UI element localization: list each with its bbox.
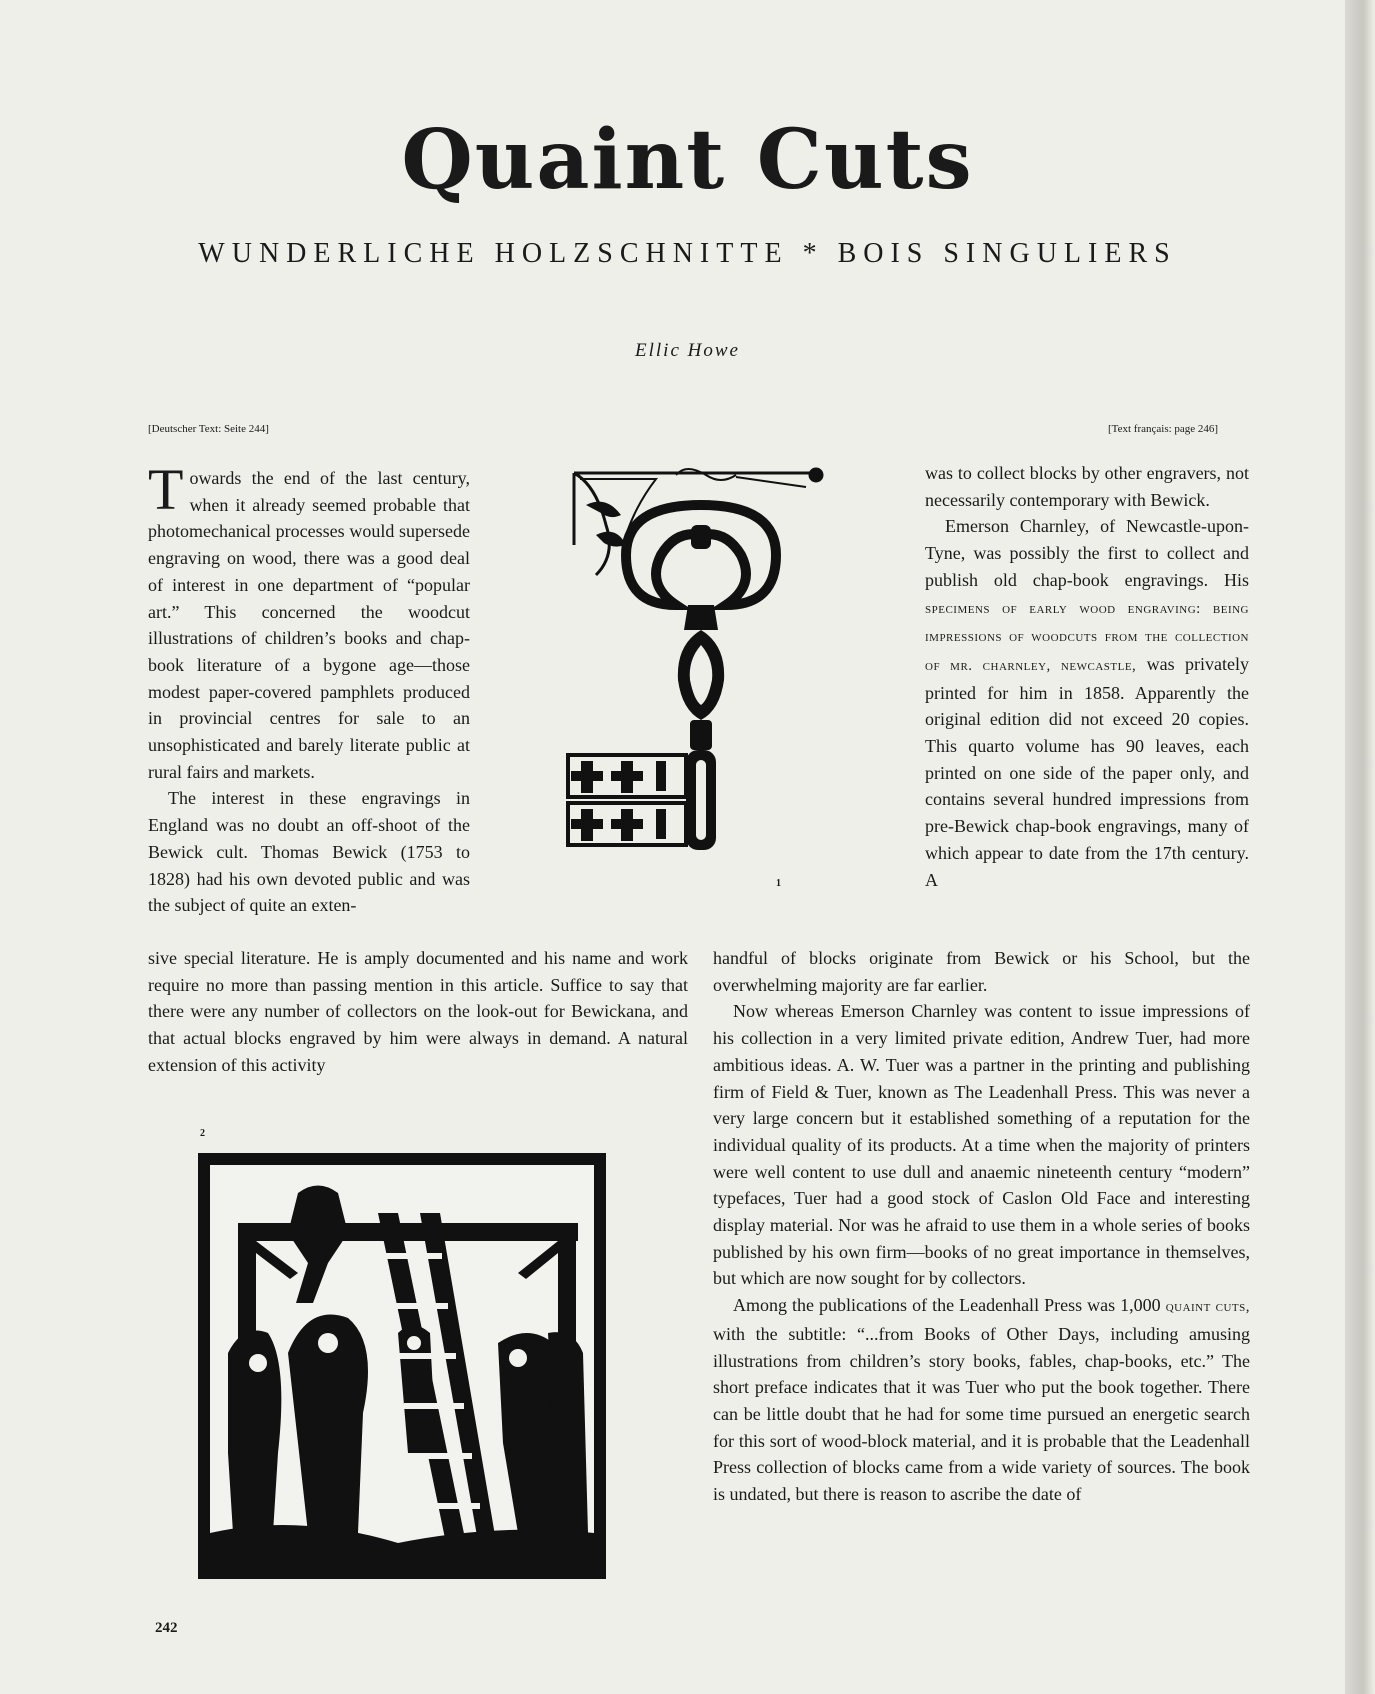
author-name: Ellic Howe xyxy=(635,340,740,361)
german-text-reference: [Deutscher Text: Seite 244] xyxy=(148,423,269,435)
paragraph: handful of blocks originate from Bewick or his School, but the overwhelming majority are far earlier. xyxy=(713,948,1250,995)
page-number: 242 xyxy=(155,1620,178,1636)
page-title: Quaint Cuts xyxy=(401,112,974,208)
gallows-woodcut-illustration xyxy=(198,1153,606,1579)
paragraph: was to collect blocks by other engravers, not necessarily contemporary with Bewick. xyxy=(925,463,1249,510)
paragraph: Now whereas Emerson Charnley was content to issue impressions of his collection in a very limited private edition, Andrew Tuer, had more ambitious ideas. A. W. Tuer was a partner in the printing and publishing firm of Field & Tuer, known as The Leadenhall Press. This was never a very large concern but it established something of a reputation for the individual quality of its products. At a time when the majority of printers were well content to use dull and anaemic nineteenth century “modern” typefaces, Tuer had a good stock of Caslon Old Face and interesting display material. Nor was he afraid to use them in a whole series of books published by his own firm—books of no great importance in themselves, but which are now sought for by collectors. xyxy=(713,1001,1250,1289)
right-column-text xyxy=(925,460,1249,893)
paragraph: Towards the end of the last century, when it already seemed probable that photomechanical processes would supersede engraving on wood, there was a good deal of interest in one department of “popular art.” This concerned the woodcut illustrations of children’s books and chap-book literature of a bygone age—those modest paper-covered pamphlets produced in provincial centres for sale to an unsophisticated and barely literate public at rural fairs and markets. xyxy=(148,457,470,782)
paragraph: Emerson Charnley, of Newcastle-upon-Tyne, was possibly the first to collect and publish old chap-book engravings. His specimens of early wood engraving: being impressions of woodcuts from the collection of mr. charnley, newcastle, was privately printed for him in 1858. Apparently the original edition did not exceed 20 copies. This quarto volume has 90 leaves, each printed on one side of the paper only, and contains several hundred impressions from pre-Bewick chap-book engravings, many of which appear to date from the 17th century. A xyxy=(925,516,1250,890)
paragraph: Among the publications of the Leadenhall Press was 1,000 quaint cuts, with the subtitle: “...from Books of Other Days, including amusing illustrations from children’s story books, fables, chap-books, etc.” The short preface indicates that it was Tuer who put the book together. There can be little doubt that he had for some time pursued an energetic search for this sort of wood-block material, and it is probable that the Leadenhall Press collection of blocks came from a wide variety of sources. The book is undated, but there is reason to ascribe the date of xyxy=(713,1295,1250,1505)
figure-number: 1 xyxy=(776,878,781,889)
book-title-small-caps: quaint cuts, xyxy=(1165,1299,1250,1316)
left-column-wide-text xyxy=(148,945,688,1079)
french-text-reference: [Text français: page 246] xyxy=(1108,423,1219,435)
paragraph: The interest in these engravings in England was no doubt an off-shoot of the Bewick cult. Thomas Bewick (1753 to 1828) had his own devoted public and was the subject of quite an exten- xyxy=(148,788,470,916)
book-title-small-caps: specimens of early wood engraving: being impressions of woodcuts from the collection of mr. charnley, newcastle, xyxy=(925,600,1249,674)
drop-cap: T xyxy=(148,457,184,522)
figure-number: 2 xyxy=(200,1128,205,1139)
key-woodcut-illustration xyxy=(566,465,836,870)
left-column-text xyxy=(148,457,470,919)
right-column-wide-text xyxy=(713,945,1250,1508)
page-subtitle: WUNDERLICHE HOLZSCHNITTE * BOIS SINGULIERS xyxy=(198,238,1177,269)
paragraph: sive special literature. He is amply documented and his name and work require no more than passing mention in this article. Suffice to say that there were any number of collectors on the look-out for Bewickana, and that actual blocks engraved by him were always in demand. A natural extension of this activity xyxy=(148,948,688,1075)
